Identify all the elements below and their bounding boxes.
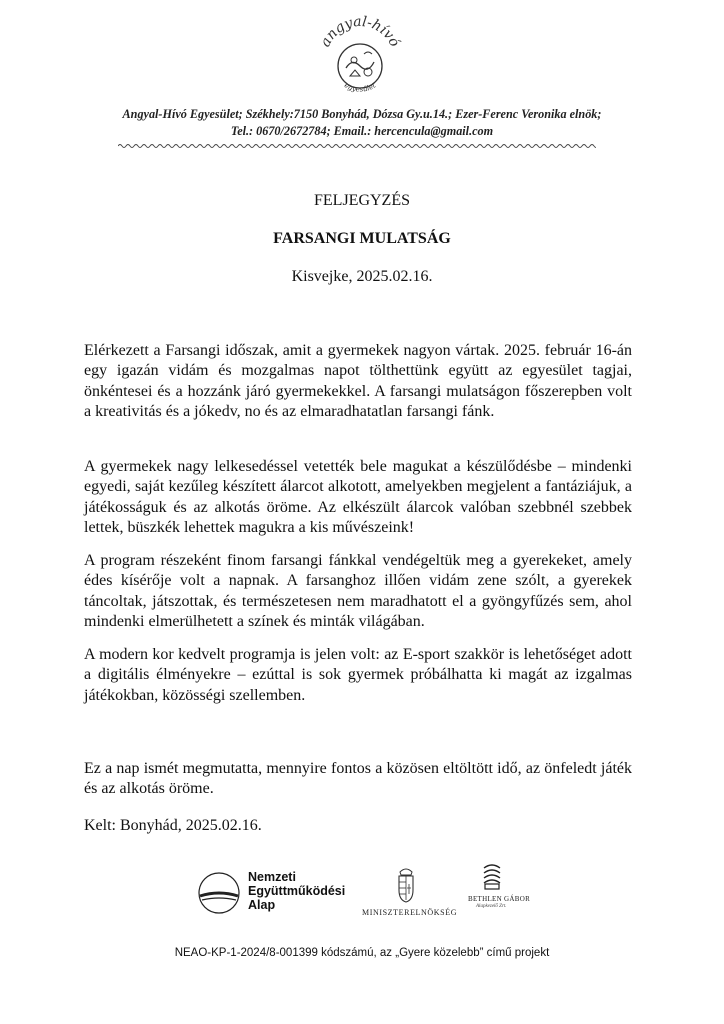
logo-text-top: angyal-hívó <box>317 13 403 50</box>
nea-line-3: Alap <box>248 898 276 912</box>
paragraph-program: A program részeként finom farsangi fánkkal vendégeltük meg a gyerekeket, amely édes kísérője volt a napnak. A farsanghoz illően vidám zene szólt, a gyerekek táncoltak, játszottak, és természetesen nem maradhatott el a gyöngyfűzés sem, ahol mindenki elmerülhetett a színek és minták világában. <box>84 552 632 630</box>
ministry-label: MINISZTERELNÖKSÉG <box>362 908 458 917</box>
document-title: FARSANGI MULATSÁG <box>273 230 451 247</box>
document-place-date: Kisvejke, 2025.02.16. <box>291 268 433 285</box>
sponsor-logos <box>190 862 550 922</box>
bethlen-gabor-sublabel: Alapkezelő Zrt. <box>476 904 507 909</box>
document-type: FELJEGYZÉS <box>314 192 410 209</box>
signature-date: Kelt: Bonyhád, 2025.02.16. <box>84 817 262 834</box>
angyal-hivo-logo <box>312 8 408 104</box>
nea-line-2: Együttműködési <box>248 884 346 898</box>
logo-text-bottom: egyesület <box>342 81 378 94</box>
bethlen-gabor-logo-icon <box>482 862 502 890</box>
svg-text:egyesület <box>343 81 377 93</box>
hungarian-crest-icon <box>396 864 416 904</box>
project-reference: NEAO-KP-1-2024/8-001399 kódszámú, az „Gyere közelebb” című projekt <box>174 947 550 959</box>
letterhead-address: Angyal-Hívó Egyesület; Székhely:7150 Bonyhád, Dózsa Gy.u.14.; Ezer-Ferenc Veronika elnök; <box>122 107 602 121</box>
letterhead-divider <box>118 142 596 150</box>
paragraph-conclusion: Ez a nap ismét megmutatta, mennyire fontos a közösen eltöltött idő, az önfeledt játék és az alkotás öröme. <box>84 760 632 798</box>
nea-logo-icon <box>196 870 242 916</box>
nea-line-1: Nemzeti <box>248 870 296 884</box>
bethlen-gabor-label: BETHLEN GÁBOR <box>468 895 531 903</box>
paragraph-intro: Elérkezett a Farsangi időszak, amit a gyermekek nagyon vártak. 2025. február 16-án egy igazán vidám és mozgalmas napot tölthettünk együtt az egyesület tagjai, önkéntesei és a hozzánk járó gyermekekkel. A farsangi mulatságon főszerepben volt a kreativitás és a jókedv, no és az elmaradhatatlan farsangi fánk. <box>84 342 632 420</box>
paragraph-masks: A gyermekek nagy lelkesedéssel vetették bele magukat a készülődésbe – mindenki egyedi, saját kezűleg készített álarcot alkotott, amelyekben megjelent a fantáziájuk, a játékosságuk és az alkotás öröme. Az elkészült álarcok valóban szebbnél szebbek lettek, büszkék lehettek magukra a kis művészeink! <box>84 458 632 536</box>
paragraph-esport: A modern kor kedvelt programja is jelen volt: az E-sport szakkör is lehetőséget adott a digitális élményekre – ezúttal is sok gyermek próbálhatta ki magát az izgalmas játékokban, közösségi szellemben. <box>84 646 632 704</box>
nea-logo-text <box>248 870 345 912</box>
letterhead-contact: Tel.: 0670/2672784; Email.: hercencula@gmail.com <box>230 124 494 138</box>
